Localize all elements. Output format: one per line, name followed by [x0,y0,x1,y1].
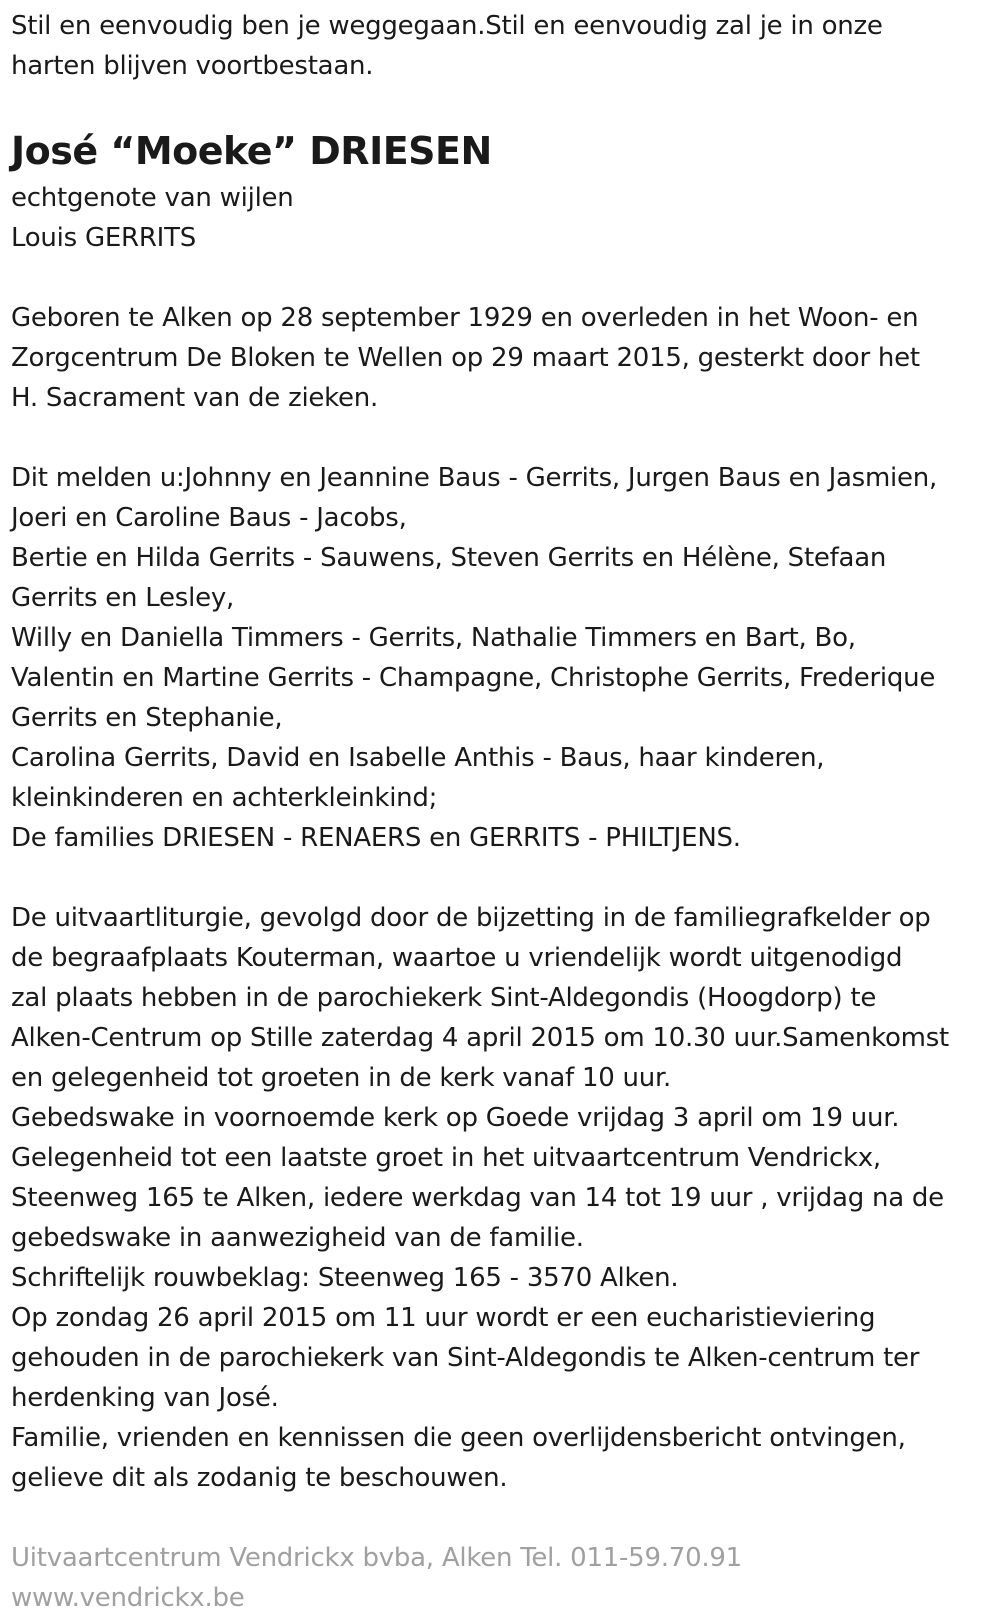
paragraph-line: Valentin en Martine Gerrits - Champagne, Christophe Gerrits, Frederique [11,663,936,693]
paragraph-line: H. Sacrament van de zieken. [11,383,379,413]
paragraph-line: Dit melden u:Johnny en Jeannine Baus - Gerrits, Jurgen Baus en Jasmien, [11,463,938,493]
paragraph-line: De families DRIESEN - RENAERS en GERRITS - PHILTJENS. [11,823,741,853]
paragraph-line: zal plaats hebben in de parochiekerk Sint-Aldegondis (Hoogdorp) te [11,983,877,1013]
spacer [11,858,990,898]
paragraph-line: Op zondag 26 april 2015 om 11 uur wordt er een eucharistieviering [11,1303,876,1333]
paragraph-line: Gebedswake in voornoemde kerk op Goede vrijdag 3 april om 19 uur. [11,1103,900,1133]
paragraph-line: kleinkinderen en achterkleinkind; [11,783,438,813]
paragraph-line: Bertie en Hilda Gerrits - Sauwens, Steven Gerrits en Hélène, Stefaan [11,543,887,573]
paragraph-line: gelieve dit als zodanig te beschouwen. [11,1463,508,1493]
paragraph-line: De uitvaartliturgie, gevolgd door de bijzetting in de familiegrafkelder op [11,903,931,933]
spouse-info [11,178,990,258]
paragraph-line: Carolina Gerrits, David en Isabelle Anthis - Baus, haar kinderen, [11,743,825,773]
paragraph-line: en gelegenheid tot groeten in de kerk vanaf 10 uur. [11,1063,672,1093]
birth-death-paragraph [11,298,990,418]
paragraph-line: Zorgcentrum De Bloken te Wellen op 29 maart 2015, gesterkt door het [11,343,920,373]
paragraph-line: Geboren te Alken op 28 september 1929 en overleden in het Woon- en [11,303,919,333]
paragraph-line: Steenweg 165 te Alken, iedere werkdag van 14 tot 19 uur , vrijdag na de [11,1183,944,1213]
paragraph-line: Alken-Centrum op Stille zaterdag 4 april 2015 om 10.30 uur.Samenkomst [11,1023,949,1053]
spouse-line: Louis GERRITS [11,223,196,253]
deceased-name: José “Moeke” DRIESEN [11,129,492,173]
announcers-paragraph [11,458,990,858]
spacer [11,258,990,298]
paragraph-line: gehouden in de parochiekerk van Sint-Aldegondis te Alken-centrum ter [11,1343,920,1373]
funeral-home-website: www.vendrickx.be [11,1583,245,1613]
paragraph-line: herdenking van José. [11,1383,279,1413]
spouse-line: echtgenote van wijlen [11,183,294,213]
intro-line: harten blijven voortbestaan. [11,51,374,81]
funeral-home-footer [11,1538,990,1618]
paragraph-line: gebedswake in aanwezigheid van de familie. [11,1223,584,1253]
paragraph-line: Schriftelijk rouwbeklag: Steenweg 165 - 3570 Alken. [11,1263,679,1293]
funeral-home-contact: Uitvaartcentrum Vendrickx bvba, Alken Tel. 011-59.70.91 [11,1543,742,1573]
paragraph-line: Gelegenheid tot een laatste groet in het uitvaartcentrum Vendrickx, [11,1143,881,1173]
paragraph-line: Gerrits en Stephanie, [11,703,283,733]
intro-line: Stil en eenvoudig ben je weggegaan.Stil en eenvoudig zal je in onze [11,11,883,41]
paragraph-line: Gerrits en Lesley, [11,583,234,613]
ceremony-paragraph [11,898,990,1498]
paragraph-line: de begraafplaats Kouterman, waartoe u vriendelijk wordt uitgenodigd [11,943,903,973]
spacer [11,418,990,458]
paragraph-line: Familie, vrienden en kennissen die geen overlijdensbericht ontvingen, [11,1423,906,1453]
paragraph-line: Willy en Daniella Timmers - Gerrits, Nathalie Timmers en Bart, Bo, [11,623,856,653]
intro-verse [11,6,990,86]
paragraph-line: Joeri en Caroline Baus - Jacobs, [11,503,407,533]
